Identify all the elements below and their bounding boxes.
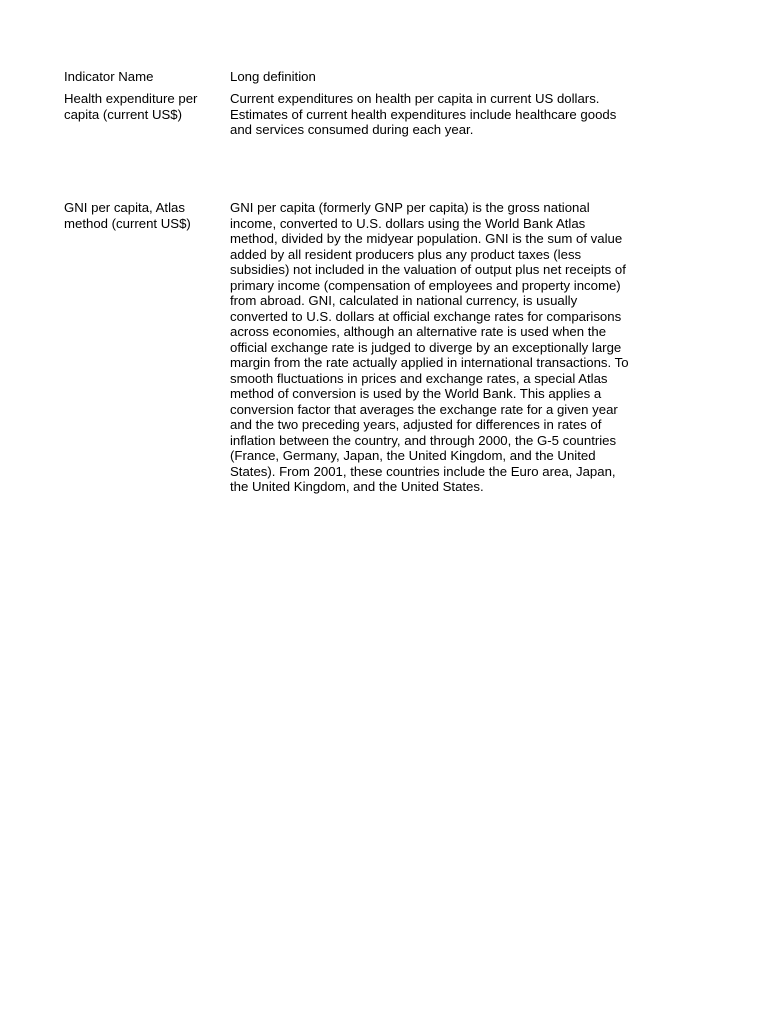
table-row [64, 200, 704, 495]
long-definition-cell: Current expenditures on health per capita in current US dollars. Estimates of current health expenditures include healthcare goods and services consumed during each year. [230, 91, 617, 137]
table-row [64, 91, 704, 200]
header-indicator-name: Indicator Name [64, 69, 154, 84]
indicator-table [64, 69, 704, 495]
indicator-name-cell: Health expenditure per capita (current US$) [64, 91, 198, 122]
header-long-definition: Long definition [230, 69, 316, 84]
indicator-name-cell: GNI per capita, Atlas method (current US$) [64, 200, 191, 231]
long-definition-cell: GNI per capita (formerly GNP per capita) is the gross national income, converted to U.S. dollars using the World Bank Atlas method, divided by the midyear population. GNI is the sum of value added by all resident producers plus any product taxes (less subsidies) not included in the valuation of output plus net receipts of primary income (compensation of employees and property income) from abroad. GNI, calculated in national currency, is usually converted to U.S. dollars at official exchange rates for comparisons across economies, although an alternative rate is used when the official exchange rate is judged to diverge by an exceptionally large margin from the rate actually applied in international transactions. To smooth fluctuations in prices and exchange rates, a special Atlas method of conversion is used by the World Bank. This applies a conversion factor that averages the exchange rate for a given year and the two preceding years, adjusted for differences in rates of inflation between the country, and through 2000, the G-5 countries (France, Germany, Japan, the United Kingdom, and the United States). From 2001, these countries include the Euro area, Japan, the United Kingdom, and the United States. [230, 200, 629, 494]
table-header-row [64, 69, 704, 91]
